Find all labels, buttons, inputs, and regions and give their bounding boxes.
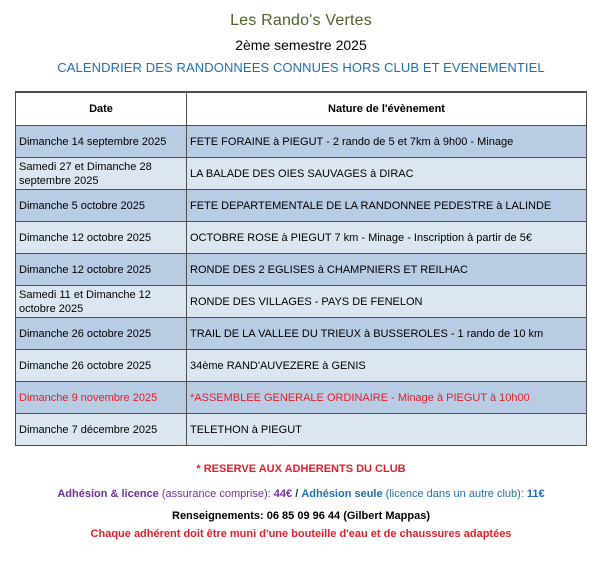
fee-price-only: 11€ — [526, 488, 545, 500]
event-nature: FETE DEPARTEMENTALE DE LA RANDONNEE PEDESTRE à LALINDE — [187, 190, 587, 222]
calendar-title: CALENDRIER DES RANDONNEES CONNUES HORS CLUB ET EVENEMENTIEL — [57, 60, 545, 75]
fee-label-full: Adhésion & licence — [57, 488, 159, 500]
event-date: Dimanche 5 octobre 2025 — [16, 190, 187, 222]
event-nature: FETE FORAINE à PIEGUT - 2 rando de 5 et 7km à 9h00 - Minage — [187, 126, 587, 158]
table-row — [16, 254, 587, 286]
event-nature: RONDE DES 2 EGLISES à CHAMPNIERS ET REILHAC — [187, 254, 587, 286]
event-date: Dimanche 7 décembre 2025 — [16, 414, 187, 446]
semester-label: 2ème semestre 2025 — [235, 37, 367, 53]
event-date: Dimanche 9 novembre 2025 — [16, 382, 187, 414]
column-header-date: Date — [16, 92, 187, 126]
event-date: Dimanche 12 octobre 2025 — [16, 222, 187, 254]
event-date: Samedi 11 et Dimanche 12 octobre 2025 — [16, 286, 187, 318]
table-row — [16, 350, 587, 382]
table-row-members-only — [16, 382, 587, 414]
event-nature: *ASSEMBLEE GENERALE ORDINAIRE - Minage à PIEGUT à 10h00 — [187, 382, 587, 414]
table-row — [16, 414, 587, 446]
event-date: Dimanche 26 octobre 2025 — [16, 318, 187, 350]
table-row — [16, 286, 587, 318]
table-header-row — [16, 92, 587, 126]
table-row — [16, 126, 587, 158]
membership-fees — [0, 488, 602, 500]
table-row — [16, 190, 587, 222]
event-nature: RONDE DES VILLAGES - PAYS DE FENELON — [187, 286, 587, 318]
club-name: Les Rando's Vertes — [230, 12, 372, 29]
event-date: Samedi 27 et Dimanche 28 septembre 2025 — [16, 158, 187, 190]
event-nature: OCTOBRE ROSE à PIEGUT 7 km - Minage - Inscription à partir de 5€ — [187, 222, 587, 254]
event-nature: TELETHON à PIEGUT — [187, 414, 587, 446]
event-nature: TRAIL DE LA VALLEE DU TRIEUX à BUSSEROLES - 1 rando de 10 km — [187, 318, 587, 350]
fee-separator: / — [295, 488, 299, 500]
members-only-note: * RESERVE AUX ADHERENTS DU CLUB — [196, 463, 406, 475]
fee-price-full: 44€ — [273, 488, 293, 500]
fee-label-only: Adhésion seule — [301, 488, 383, 500]
event-date: Dimanche 26 octobre 2025 — [16, 350, 187, 382]
event-date: Dimanche 14 septembre 2025 — [16, 126, 187, 158]
column-header-event: Nature de l'évènement — [187, 92, 587, 126]
table-row — [16, 318, 587, 350]
contact-info: Renseignements: 06 85 09 96 44 (Gilbert Mappas) — [172, 510, 430, 522]
events-table — [15, 91, 587, 446]
equipment-note: Chaque adhérent doit être muni d'une bouteille d'eau et de chaussures adaptées — [90, 528, 512, 540]
table-row — [16, 222, 587, 254]
fee-detail-full: (assurance comprise): — [161, 488, 271, 500]
table-row — [16, 158, 587, 190]
event-date: Dimanche 12 octobre 2025 — [16, 254, 187, 286]
event-nature: 34ème RAND'AUVEZERE à GENIS — [187, 350, 587, 382]
fee-detail-only: (licence dans un autre club): — [385, 488, 524, 500]
event-nature: LA BALADE DES OIES SAUVAGES à DIRAC — [187, 158, 587, 190]
